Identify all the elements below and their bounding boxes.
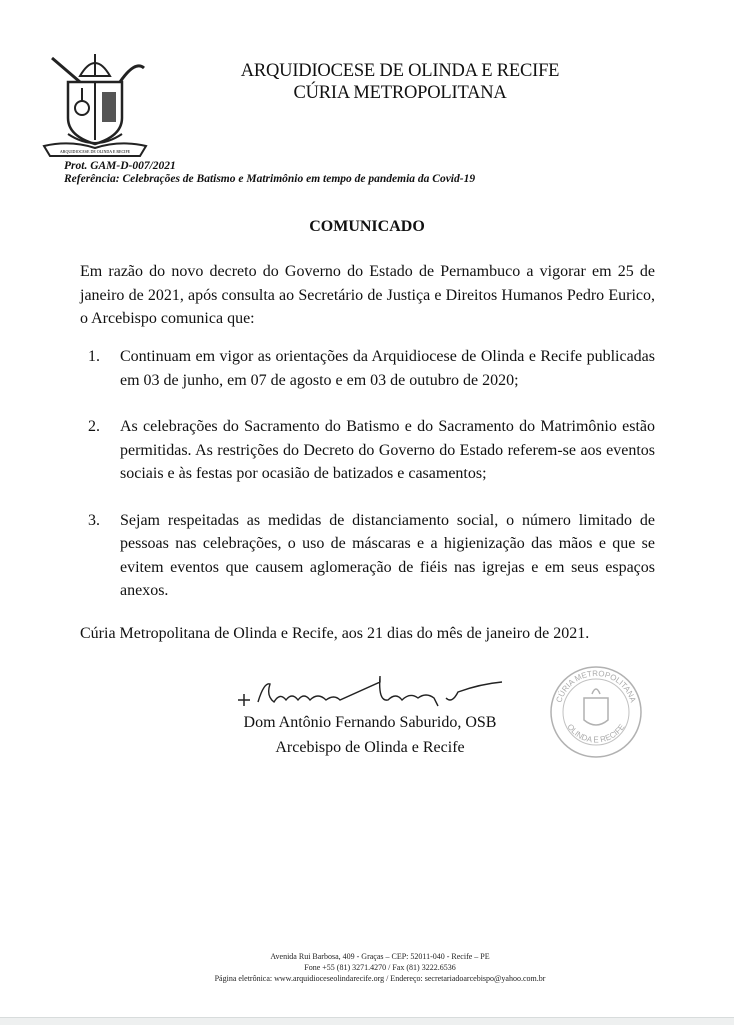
list-number: 1. <box>88 348 100 365</box>
footer-web: Página eletrônica: www.arquidioceseolindarecife.org / Endereço: secretariadoarcebispo@yahoo.com.br <box>214 974 546 983</box>
document-title: COMUNICADO <box>309 218 425 235</box>
letterhead-line2: CÚRIA METROPOLITANA <box>293 83 507 103</box>
list-item <box>80 415 655 486</box>
signer-role: Arcebispo de Olinda e Recife <box>275 739 465 756</box>
list-text: Continuam em vigor as orientações da Arquidiocese de Olinda e Recife publicadas em 03 de junho, em 07 de agosto e em 03 de outubro de 2020; <box>120 348 655 389</box>
intro-paragraph: Em razão do novo decreto do Governo do Estado de Pernambuco a vigorar em 25 de janeiro de 2021, após consulta ao Secretário de Justiça e Direitos Humanos Pedro Eurico, o Arcebispo comunica que: <box>80 263 655 327</box>
footer-address: Avenida Rui Barbosa, 409 - Graças – CEP: 52011-040 - Recife – PE <box>270 952 490 961</box>
list-item <box>80 345 655 392</box>
protocol-number: Prot. GAM-D-007/2021 <box>64 160 176 172</box>
handwritten-signature <box>230 672 520 712</box>
reference-block <box>64 160 475 186</box>
reference-subject: Referência: Celebrações de Batismo e Matrimônio em tempo de pandemia da Covid-19 <box>64 173 476 185</box>
curia-seal-stamp <box>548 664 644 760</box>
list-item <box>80 509 655 603</box>
list-text: Sejam respeitadas as medidas de distanciamento social, o número limitado de pessoas nas celebrações, o uso de máscaras e a higienização das mãos e que se evitem eventos que causem aglomeração de fiéis nas igrejas e em seus espaços anexos. <box>120 511 655 599</box>
closing-paragraph: Cúria Metropolitana de Olinda e Recife, aos 21 dias do mês de janeiro de 2021. <box>80 625 590 642</box>
svg-text:ARQUIDIOCESE DE OLINDA E RECIF: ARQUIDIOCESE DE OLINDA E RECIFE <box>59 149 131 154</box>
letterhead-line1: ARQUIDIOCESE DE OLINDA E RECIFE <box>240 61 560 81</box>
signer-block <box>200 710 540 760</box>
signer-name: Dom Antônio Fernando Saburido, OSB <box>243 714 497 731</box>
svg-text:CÚRIA METROPOLITANA: CÚRIA METROPOLITANA <box>554 668 638 704</box>
list-number: 2. <box>88 418 100 435</box>
letterhead <box>200 60 600 104</box>
footer-phone: Fone +55 (81) 3271.4270 / Fax (81) 3222.6536 <box>304 963 456 972</box>
footer-contact <box>150 951 610 984</box>
numbered-list <box>80 345 655 626</box>
list-text: As celebrações do Sacramento do Batismo e do Sacramento do Matrimônio estão permitidas. As restrições do Decreto do Governo do Estado referem-se aos eventos sociais e às festas por ocasião de batizados e casamentos; <box>120 418 655 482</box>
list-number: 3. <box>88 511 100 529</box>
archdiocese-crest-logo <box>40 48 150 160</box>
svg-text:OLINDA E RECIFE: OLINDA E RECIFE <box>565 722 627 745</box>
